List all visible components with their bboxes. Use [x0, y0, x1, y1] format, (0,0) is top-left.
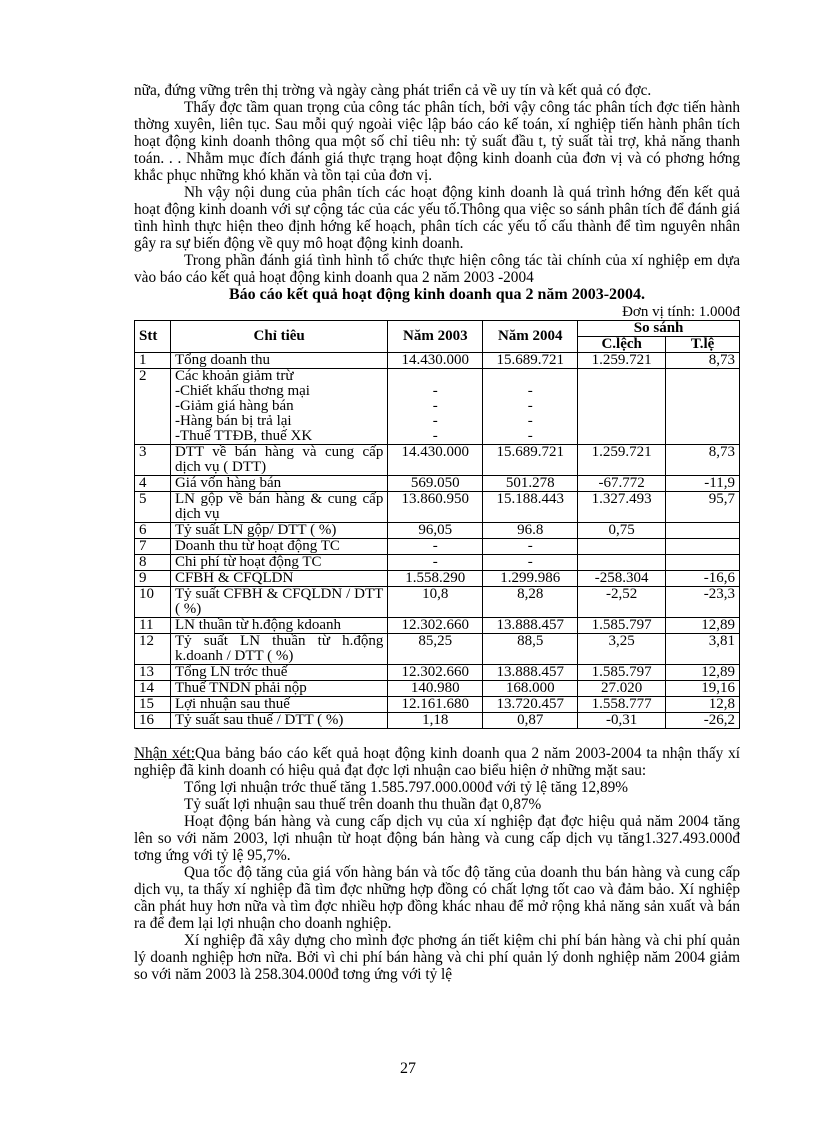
table-row [135, 697, 740, 713]
cell-difference: -2,52 [578, 587, 666, 618]
cell-value-2003: 1,18 [388, 713, 483, 729]
cell-ratio [666, 523, 740, 539]
table-row [135, 539, 740, 555]
header-2003: Năm 2003 [388, 321, 483, 353]
cell-ratio: 12,89 [666, 618, 740, 634]
cell-value-2004: - [483, 539, 578, 555]
cell-indicator: Chi phí từ hoạt động TC [170, 555, 387, 571]
cell-difference: 1.327.493 [578, 492, 666, 523]
header-clech: C.lệch [578, 337, 666, 353]
table-row [135, 618, 740, 634]
paragraph-2: Thấy đợc tầm quan trọng của công tác phân tích, bởi vậy công tác phân tích đợc tiến hành thờng xuyên, liên tục. Sau mỗi quý ngoài việc lập báo cáo kế toán, xí nghiệp tiến hành phân tích hoạt động kinh doanh thông qua một số chỉ tiêu nh: tỷ suất đầu t, tỷ suất tài trợ, khả năng thanh toán. . . Nhằm mục đích đánh giá thực trạng hoạt động kinh doanh của đơn vị và có phơng hớng khắc phục những khó khăn và tồn tại của đơn vị. [134, 99, 740, 184]
cell-indicator: LN gộp về bán hàng & cung cấp dịch vụ [170, 492, 387, 523]
cell-value-2004: 1.299.986 [483, 571, 578, 587]
cell-indicator: Giá vốn hàng bán [170, 476, 387, 492]
cell-ratio: 12,89 [666, 665, 740, 681]
cell-value-2004: 13.888.457 [483, 618, 578, 634]
table-row [135, 476, 740, 492]
cell-difference: 3,25 [578, 634, 666, 665]
table-body [135, 353, 740, 729]
cell-difference [578, 369, 666, 445]
cell-ratio [666, 369, 740, 445]
cell-stt: 11 [135, 618, 171, 634]
cell-value-2004: 168.000 [483, 681, 578, 697]
table-row [135, 713, 740, 729]
cell-value-2004: 15.188.443 [483, 492, 578, 523]
cell-value-2003: - - - - [388, 369, 483, 445]
cell-difference: 1.259.721 [578, 445, 666, 476]
cell-ratio: 8,73 [666, 445, 740, 476]
cell-difference: 1.585.797 [578, 618, 666, 634]
table-row [135, 587, 740, 618]
cell-stt: 2 [135, 369, 171, 445]
cell-stt: 6 [135, 523, 171, 539]
cell-value-2004: 8,28 [483, 587, 578, 618]
header-chitieu: Chỉ tiêu [170, 321, 387, 353]
cell-ratio: -23,3 [666, 587, 740, 618]
cell-value-2004: 88,5 [483, 634, 578, 665]
cell-value-2003: 12.302.660 [388, 618, 483, 634]
cell-value-2004: 13.720.457 [483, 697, 578, 713]
cell-ratio: 12,8 [666, 697, 740, 713]
cell-value-2004: 15.689.721 [483, 445, 578, 476]
cell-indicator: Lợi nhuận sau thuế [170, 697, 387, 713]
cell-value-2003: 12.161.680 [388, 697, 483, 713]
comment-1: Nhận xét:Qua bảng báo cáo kết quả hoạt động kinh doanh qua 2 năm 2003-2004 ta nhận thấy xí nghiệp đã kinh doanh có hiệu quả đạt đợc lợi nhuận cao biểu hiện ở những mặt sau: [134, 745, 740, 779]
cell-value-2004: 501.278 [483, 476, 578, 492]
cell-difference [578, 539, 666, 555]
comment-4: Hoạt động bán hàng và cung cấp dịch vụ của xí nghiệp đạt đợc hiệu quả năm 2004 tăng lên so với năm 2003, lợi nhuận từ hoạt động bán hàng và cung cấp dịch vụ tăng1.327.493.000đ tơng ứng với tỷ lệ 95,7%. [134, 813, 740, 864]
cell-ratio: -16,6 [666, 571, 740, 587]
cell-stt: 9 [135, 571, 171, 587]
table-row [135, 681, 740, 697]
cell-stt: 3 [135, 445, 171, 476]
comment-5: Qua tốc độ tăng của giá vốn hàng bán và tốc độ tăng của doanh thu bán hàng và cung cấp dịch vụ, ta thấy xí nghiệp đã tìm đợc những hợp đồng có chất lợng tốt cao và đảm bảo. Xí nghiệp cần phát huy hơn nữa và tìm đợc nhiều hợp đồng khác nhau để mở rộng khả năng sản xuất và bán ra để đem lại lợi nhuận cho doanh nghiệp. [134, 864, 740, 932]
header-tle: T.lệ [666, 337, 740, 353]
cell-stt: 12 [135, 634, 171, 665]
cell-difference [578, 555, 666, 571]
cell-value-2004: - - - - [483, 369, 578, 445]
cell-stt: 13 [135, 665, 171, 681]
cell-indicator: Tổng doanh thu [170, 353, 387, 369]
table-title: Báo cáo kết quả hoạt động kinh doanh qua 2 năm 2003-2004. [228, 286, 646, 303]
cell-difference: 27.020 [578, 681, 666, 697]
cell-stt: 5 [135, 492, 171, 523]
paragraph-4: Trong phần đánh giá tình hình tổ chức thực hiện công tác tài chính của xí nghiệp em dựa vào báo cáo kết quả hoạt động kinh doanh qua 2 năm 2003 -2004 [134, 252, 740, 286]
cell-stt: 8 [135, 555, 171, 571]
cell-ratio: 8,73 [666, 353, 740, 369]
cell-value-2003: 140.980 [388, 681, 483, 697]
cell-value-2003: 13.860.950 [388, 492, 483, 523]
table-row [135, 665, 740, 681]
cell-ratio: -11,9 [666, 476, 740, 492]
cell-indicator: Tỷ suất CFBH & CFQLDN / DTT ( %) [170, 587, 387, 618]
cell-ratio: -26,2 [666, 713, 740, 729]
cell-stt: 16 [135, 713, 171, 729]
cell-indicator: Tỷ suất LN gộp/ DTT ( %) [170, 523, 387, 539]
cell-stt: 10 [135, 587, 171, 618]
cell-ratio: 3,81 [666, 634, 740, 665]
header-stt: Stt [135, 321, 171, 353]
comment-label: Nhận xét: [134, 745, 195, 762]
cell-indicator: Tỷ suất LN thuần từ h.động k.doanh / DTT ( %) [170, 634, 387, 665]
cell-indicator: Doanh thu từ hoạt động TC [170, 539, 387, 555]
table-row [135, 555, 740, 571]
cell-difference: 0,75 [578, 523, 666, 539]
table-row [135, 634, 740, 665]
cell-indicator: Tổng LN trớc thuế [170, 665, 387, 681]
cell-indicator: LN thuần từ h.động kdoanh [170, 618, 387, 634]
cell-value-2004: 0,87 [483, 713, 578, 729]
cell-stt: 7 [135, 539, 171, 555]
table-row [135, 445, 740, 476]
cell-value-2004: - [483, 555, 578, 571]
cell-difference: 1.585.797 [578, 665, 666, 681]
cell-indicator: Các khoản giảm trừ -Chiết khấu thơng mại -Giảm giá hàng bán -Hàng bán bị trả lại -Thuế TTĐB, thuế XK [170, 369, 387, 445]
document-page [134, 82, 740, 983]
cell-ratio [666, 555, 740, 571]
cell-indicator: DTT về bán hàng và cung cấp dịch vụ ( DTT) [170, 445, 387, 476]
unit-label: Đơn vị tính: 1.000đ [622, 304, 740, 320]
cell-stt: 1 [135, 353, 171, 369]
header-2004: Năm 2004 [483, 321, 578, 353]
comment-3: Tỷ suất lợi nhuận sau thuế trên doanh thu thuần đạt 0,87% [184, 796, 542, 813]
table-row [135, 353, 740, 369]
cell-ratio: 19,16 [666, 681, 740, 697]
cell-indicator: Tỷ suất sau thuế / DTT ( %) [170, 713, 387, 729]
cell-ratio [666, 539, 740, 555]
cell-value-2003: - [388, 539, 483, 555]
cell-difference: -0,31 [578, 713, 666, 729]
cell-value-2003: 12.302.660 [388, 665, 483, 681]
cell-value-2003: 14.430.000 [388, 353, 483, 369]
cell-value-2003: - [388, 555, 483, 571]
table-row [135, 492, 740, 523]
cell-difference: 1.558.777 [578, 697, 666, 713]
table-row [135, 523, 740, 539]
cell-difference: 1.259.721 [578, 353, 666, 369]
cell-value-2004: 13.888.457 [483, 665, 578, 681]
cell-value-2003: 10,8 [388, 587, 483, 618]
cell-value-2003: 1.558.290 [388, 571, 483, 587]
cell-stt: 4 [135, 476, 171, 492]
comment-6: Xí nghiệp đã xây dựng cho mình đợc phơng án tiết kiệm chi phí bán hàng và chi phí quản lý doanh nghiệp hơn nữa. Bởi vì chi phí bán hàng và chi phí quản lý donh nghiệp năm 2004 giảm so với năm 2003 là 258.304.000đ tơng ứng với tỷ lệ [134, 932, 740, 983]
cell-ratio: 95,7 [666, 492, 740, 523]
cell-indicator: CFBH & CFQLDN [170, 571, 387, 587]
paragraph-3: Nh vậy nội dung của phân tích các hoạt động kinh doanh là quá trình hớng đến kết quả hoạt động kinh doanh với sự cộng tác của các yếu tố.Thông qua việc so sánh phân tích để đánh giá tình hình thực hiện theo định hớng kế hoạch, phân tích các yếu tố cấu thành để tìm nguyên nhân gây ra sự biến động về quy mô hoạt động kinh doanh. [134, 184, 740, 252]
table-row [135, 571, 740, 587]
report-table [134, 320, 740, 729]
cell-value-2003: 96,05 [388, 523, 483, 539]
page-number: 27 [400, 1060, 416, 1077]
cell-value-2003: 85,25 [388, 634, 483, 665]
comment-2: Tổng lợi nhuận trớc thuế tăng 1.585.797.000.000đ với tỷ lệ tăng 12,89% [184, 779, 629, 796]
paragraph-1: nữa, đứng vững trên thị trờng và ngày càng phát triển cả về uy tín và kết quả có đợc. [134, 82, 652, 99]
cell-difference: -258.304 [578, 571, 666, 587]
cell-difference: -67.772 [578, 476, 666, 492]
header-sosanh: So sánh [578, 321, 740, 337]
cell-value-2003: 569.050 [388, 476, 483, 492]
cell-stt: 15 [135, 697, 171, 713]
cell-indicator: Thuế TNDN phải nộp [170, 681, 387, 697]
cell-stt: 14 [135, 681, 171, 697]
table-row [135, 369, 740, 445]
cell-value-2003: 14.430.000 [388, 445, 483, 476]
cell-value-2004: 15.689.721 [483, 353, 578, 369]
cell-value-2004: 96.8 [483, 523, 578, 539]
